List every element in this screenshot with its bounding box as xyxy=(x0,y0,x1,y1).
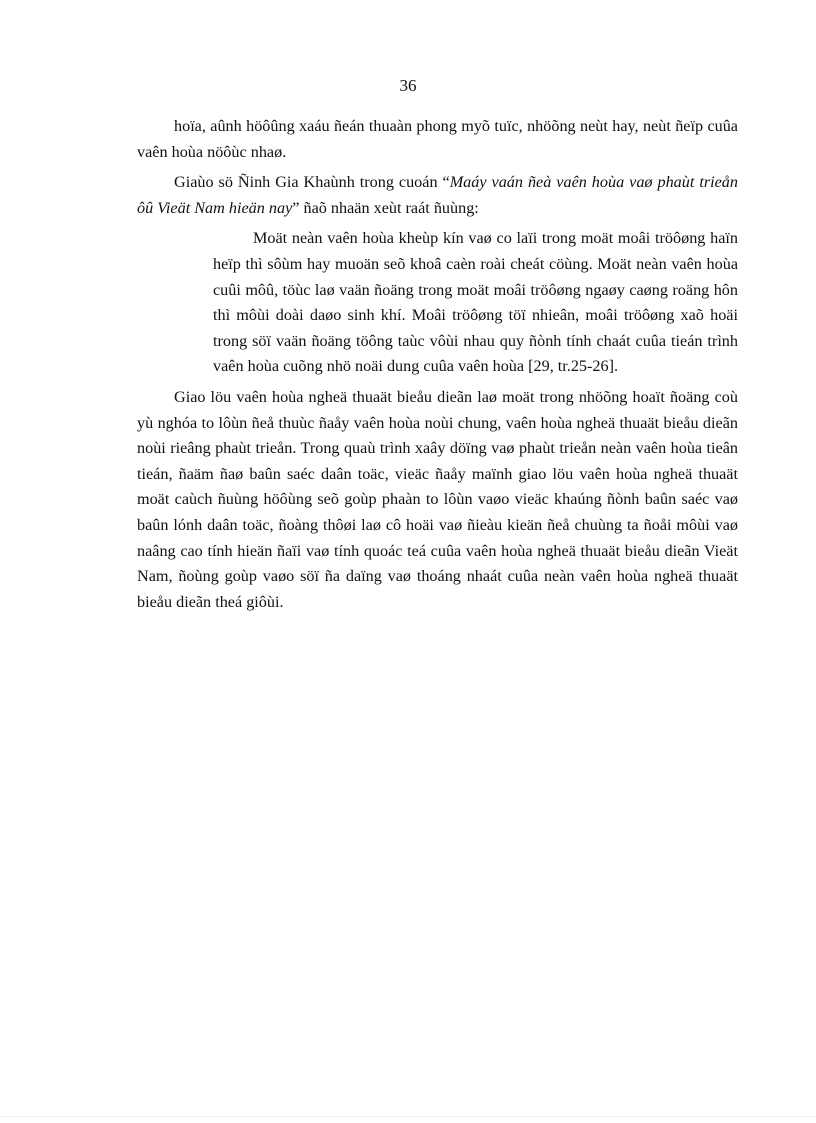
block-quote: Moät neàn vaên hoùa kheùp kín vaø co laïi trong moät moâi tröôøng haïn heïp thì sôùm hay muoän seõ khoâ caèn roài cheát cöùng. Moät neàn vaên hoùa cuûi môû, töùc laø vaän ñoäng trong moät moâi tröôøng ngaøy caøng roäng hôn thì môùi doài daøo sinh khí. Moâi tröôøng töï nhieân, moâi tröôøng xaõ hoäi trong söï vaän ñoäng töông taùc vôùi nhau quy ñònh tính chaát cuûa tieán trình vaên hoùa cuõng nhö noäi dung cuûa vaên hoùa [29, tr.25-26]. xyxy=(213,229,738,376)
paragraph-2-tail: ” ñaõ nhaän xeùt raát ñuùng: xyxy=(292,198,479,217)
paragraph-3: Giao löu vaên hoùa ngheä thuaät bieåu dieãn laø moät trong nhöõng hoaït ñoäng coù yù nghóa to lôùn ñeå thuùc ñaåy vaên hoùa noùi chung, vaên hoùa ngheä thuaät bieåu dieãn noùi rieâng phaùt trieån. Trong quaù trình xaây döïng vaø phaùt trieån neàn vaên hoùa tieân tieán, ñaäm ñaø baûn saéc daân toäc, vieäc ñaåy maïnh giao löu vaên hoùa ngheä thuaät moät caùch ñuùng höôùng seõ goùp phaàn to lôùn vaøo vieäc khaúng ñònh baûn saéc vaø baûn lónh daân toäc, ñoàng thôøi laø cô hoäi vaø ñieàu kieän ñeå chuùng ta ñoåi môùi vaø naâng cao tính hieän ñaïi vaø tính quoác teá cuûa vaên hoùa ngheä thuaät bieåu dieãn Vieät Nam, ñoùng goùp vaøo söï ña daïng vaø thoáng nhaát cuûa neàn vaên hoùa ngheä thuaät bieåu dieãn theá giôùi. xyxy=(137,387,738,611)
paragraph-2 xyxy=(137,170,738,221)
page-bottom-rule xyxy=(0,1116,816,1117)
body-text xyxy=(137,114,738,620)
paragraph-2-lead: Giaùo sö Ñinh Gia Khaùnh trong cuoán “ xyxy=(174,173,450,192)
page-number: 36 xyxy=(399,76,417,95)
paragraph-1: hoïa, aûnh höôûng xaáu ñeán thuaàn phong myõ tuïc, nhöõng neùt hay, neùt ñeïp cuûa vaên hoùa nöôùc nhaø. xyxy=(137,117,738,161)
book-title: Maáy vaán ñeà vaên hoùa vaø phaùt trieån ôû Vieät Nam hieän nay xyxy=(137,173,738,217)
